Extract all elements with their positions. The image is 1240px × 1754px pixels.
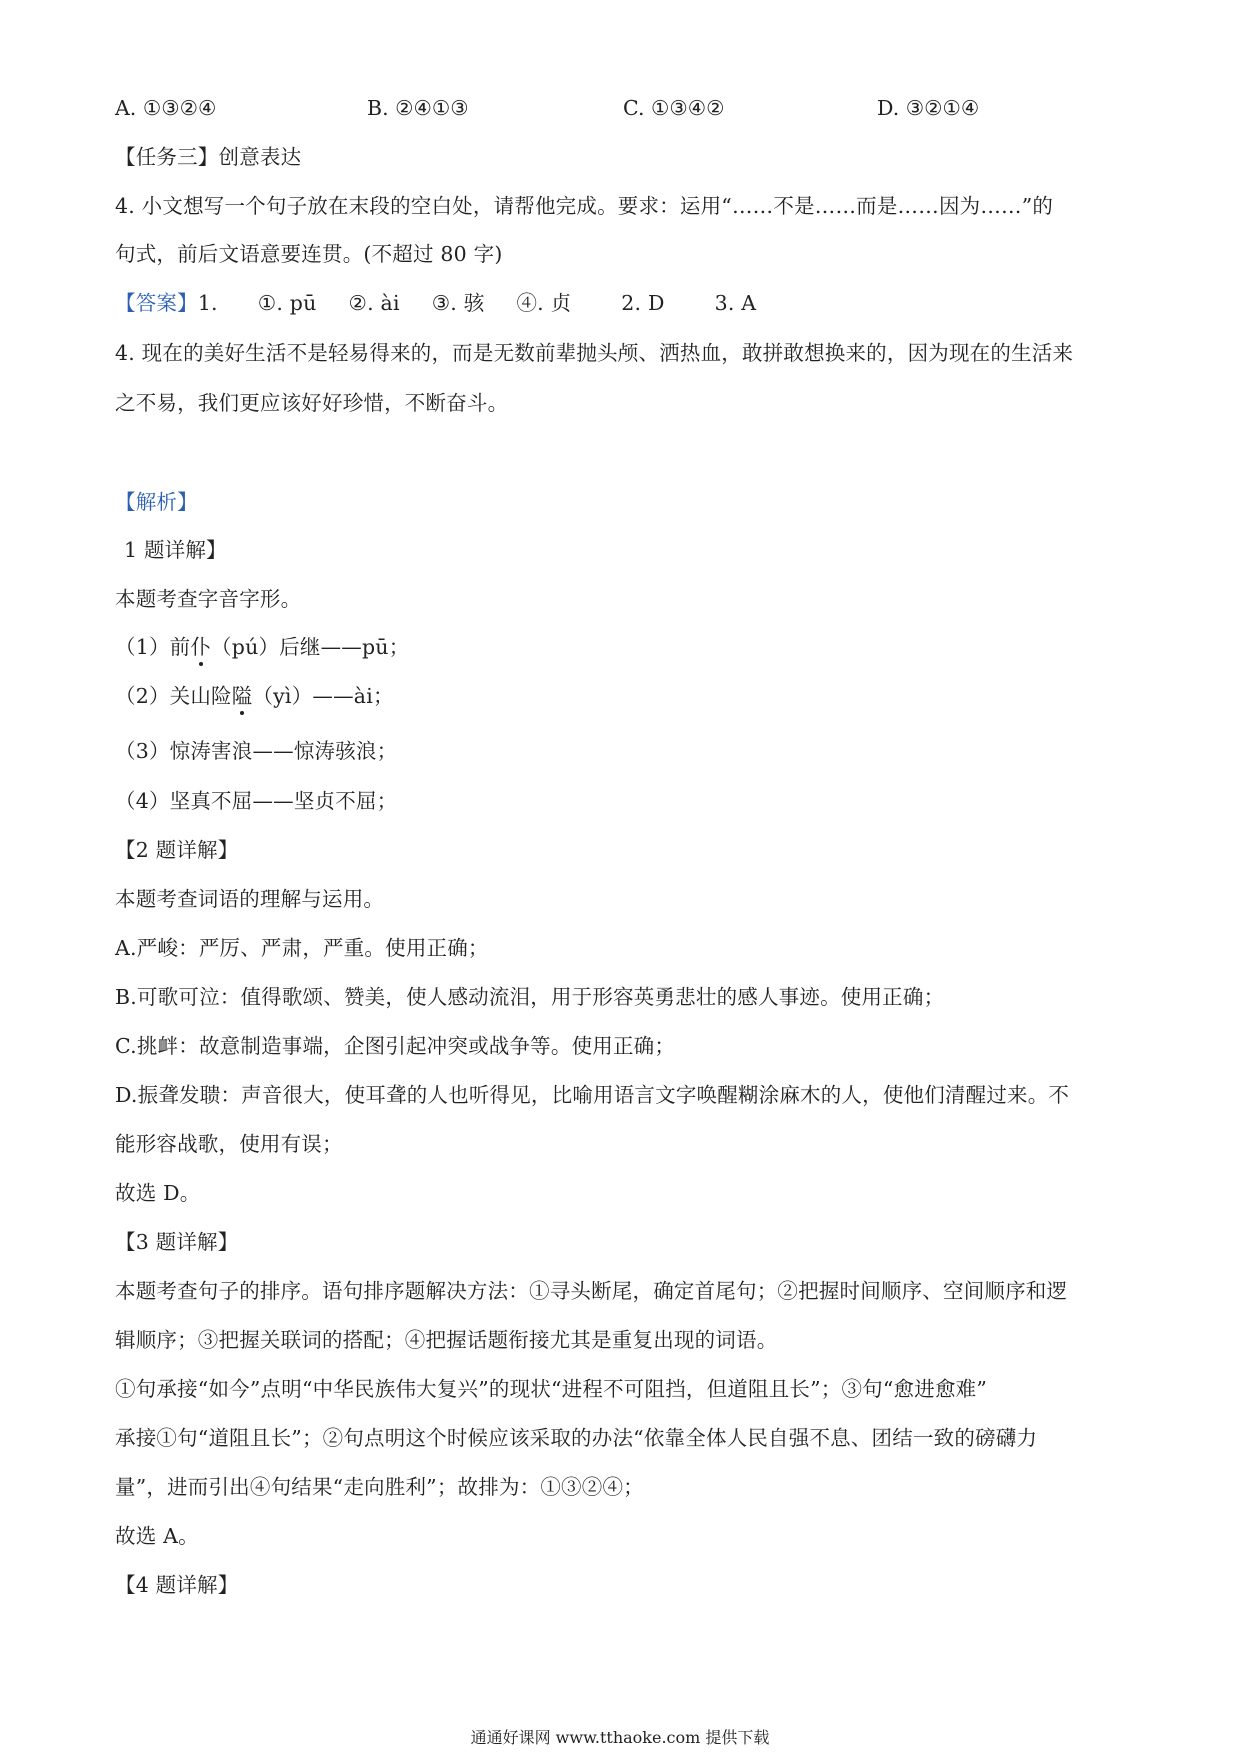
section3-line4: 承接①句“道阻且长”；②句点明这个时候应该采取的办法“依靠全体人民自强不息、团结一致的磅礴力 [115, 1426, 1038, 1450]
page-footer: 通通好课网 www.tthaoke.com 提供下载 [470, 1728, 770, 1747]
item2-dotted-char: 隘 [231, 684, 253, 708]
answer-q3: 3. A [714, 291, 757, 315]
answer-q1-number: 1. [197, 291, 218, 315]
section1-item3: （3）惊涛害浪——惊涛骇浪； [115, 739, 398, 763]
section2-option-d-line1: D.振聋发聩：声音很大，使耳聋的人也听得见，比喻用语言文字唤醒糊涂麻木的人，使他们清醒过来。不 [115, 1083, 1070, 1107]
section3-line2: 辑顺序；③把握关联词的搭配；④把握话题衔接尤其是重复出现的词语。 [115, 1328, 778, 1352]
section1-item2 [115, 682, 394, 710]
section3-line1: 本题考查句子的排序。语句排序题解决方法：①寻头断尾，确定首尾句；②把握时间顺序、空间顺序和逻 [115, 1279, 1068, 1303]
option-a: A. ①③②④ [115, 96, 217, 120]
question4-line1: 4. 小文想写一个句子放在末段的空白处，请帮他完成。要求：运用“……不是……而是……因为……”的 [115, 194, 1054, 218]
answer-item-3: ③. 骇 [431, 291, 485, 315]
answer-q4-line1: 4. 现在的美好生活不是轻易得来的，而是无数前辈抛头颅、洒热血，敢拼敢想换来的，因为现在的生活来 [115, 341, 1074, 365]
section2-conclusion: 故选 D。 [115, 1181, 201, 1205]
section4-heading: 【4 题详解】 [115, 1573, 239, 1597]
item1-prefix: （1）前 [115, 635, 191, 659]
item1-dotted-char: 仆 [190, 635, 212, 659]
option-d: D. ③②①④ [877, 96, 980, 120]
section1-item1 [115, 633, 409, 661]
answer-line [115, 289, 756, 317]
answer-q4-line2: 之不易，我们更应该好好珍惜，不断奋斗。 [115, 391, 509, 415]
answer-item-1: ①. pū [257, 291, 317, 315]
option-b: B. ②④①③ [367, 96, 469, 120]
item2-prefix: （2）关山险 [115, 684, 232, 708]
section2-intro: 本题考查词语的理解与运用。 [115, 887, 385, 911]
answer-label: 【答案】 [115, 291, 198, 315]
section3-conclusion: 故选 A。 [115, 1524, 199, 1548]
section1-item4: （4）坚真不屈——坚贞不屈； [115, 789, 398, 813]
section2-option-a: A.严峻：严厉、严肃，严重。使用正确； [115, 936, 489, 960]
section2-option-c: C.挑衅：故意制造事端，企图引起冲突或战争等。使用正确； [115, 1034, 676, 1058]
task3-heading: 【任务三】创意表达 [115, 145, 302, 169]
section1-intro: 本题考查字音字形。 [115, 587, 302, 611]
section3-line5: 量”，进而引出④句结果“走向胜利”；故排为：①③②④； [115, 1475, 644, 1499]
section2-option-b: B.可歌可泣：值得歌颂、赞美，使人感动流泪，用于形容英勇悲壮的感人事迹。使用正确； [115, 985, 945, 1009]
question4-line2: 句式，前后文语意要连贯。(不超过 80 字) [115, 242, 503, 266]
section3-line3: ①句承接“如今”点明“中华民族伟大复兴”的现状“进程不可阻挡，但道阻且长”；③句“愈进愈难” [115, 1377, 988, 1401]
answer-item-2: ②. ài [348, 291, 400, 315]
section2-option-d-line2: 能形容战歌，使用有误； [115, 1132, 343, 1156]
section1-heading: 1 题详解】 [124, 538, 227, 562]
section2-heading: 【2 题详解】 [115, 838, 239, 862]
item2-suffix: （yì）——ài； [252, 684, 394, 708]
item1-suffix: （pú）后继——pū； [211, 635, 410, 659]
answer-q2: 2. D [621, 291, 665, 315]
option-c: C. ①③④② [623, 96, 725, 120]
analysis-label: 【解析】 [115, 490, 198, 514]
answer-item-4: ④. 贞 [516, 291, 572, 315]
section3-heading: 【3 题详解】 [115, 1230, 239, 1254]
